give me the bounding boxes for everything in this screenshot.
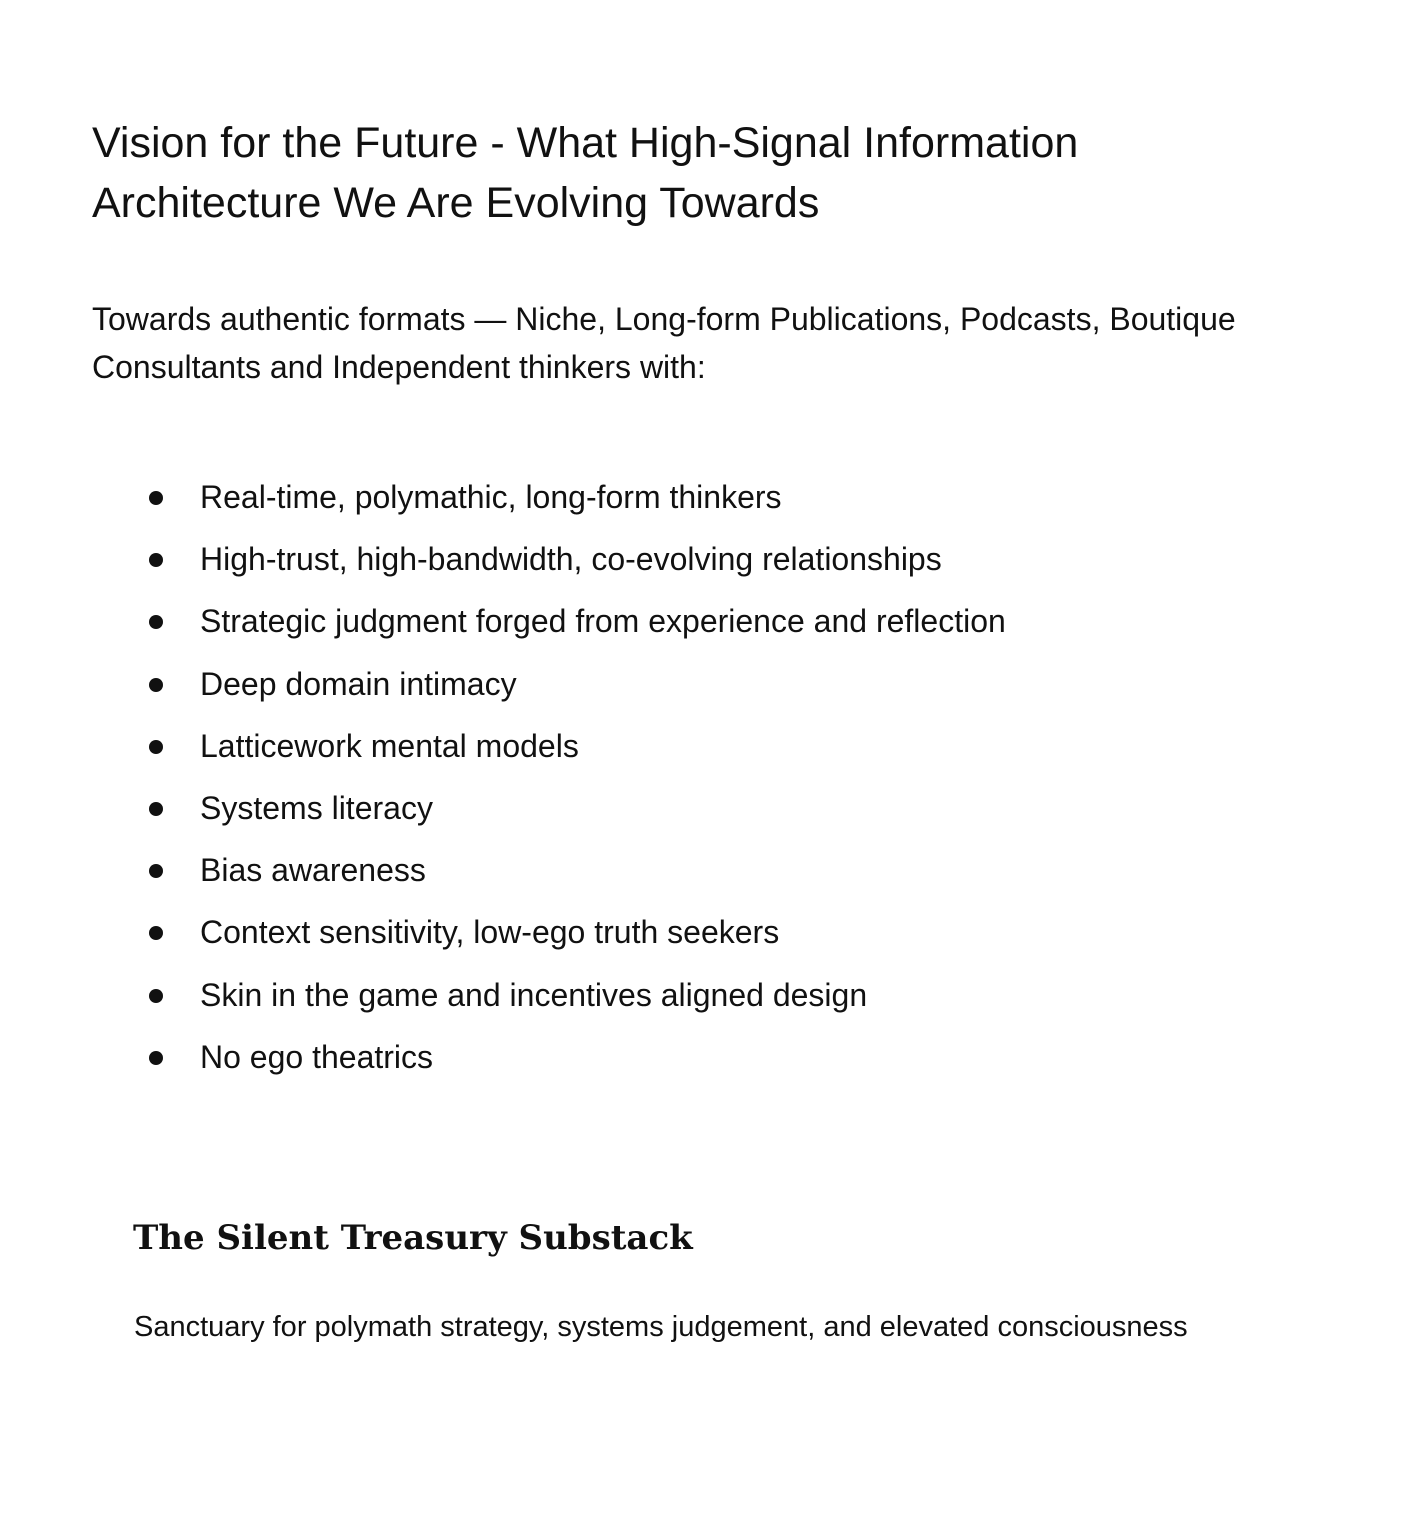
list-item bbox=[0, 907, 1403, 969]
list-item bbox=[0, 534, 1403, 596]
bullet-text: No ego theatrics bbox=[200, 1038, 434, 1075]
bullet-text: Real-time, polymathic, long-form thinkers bbox=[200, 479, 782, 515]
bullet-text: Latticework mental models bbox=[200, 727, 579, 764]
bullet-list bbox=[0, 472, 1403, 1094]
bullet-icon bbox=[149, 989, 163, 1003]
bullet-text: Systems literacy bbox=[200, 789, 433, 826]
publication-name: The Silent Treasury Substack bbox=[133, 1218, 693, 1258]
list-item bbox=[0, 472, 1403, 534]
bullet-text: Skin in the game and incentives aligned design bbox=[200, 976, 868, 1013]
list-item bbox=[0, 1032, 1403, 1094]
bullet-icon bbox=[149, 926, 163, 940]
bullet-icon bbox=[149, 615, 163, 629]
list-item bbox=[0, 970, 1403, 1032]
bullet-text: Bias awareness bbox=[200, 852, 426, 889]
bullet-text: Context sensitivity, low-ego truth seekers bbox=[200, 914, 780, 951]
bullet-text: Deep domain intimacy bbox=[200, 665, 517, 702]
bullet-icon bbox=[149, 491, 163, 505]
list-item bbox=[0, 783, 1403, 845]
intro-paragraph: Towards authentic formats — Niche, Long-form Publications, Podcasts, Boutique Consultants and Independent thinkers with: bbox=[92, 301, 1236, 385]
bullet-icon bbox=[149, 553, 163, 567]
list-item bbox=[0, 596, 1403, 658]
list-item bbox=[0, 659, 1403, 721]
bullet-icon bbox=[149, 1051, 163, 1065]
list-item bbox=[0, 721, 1403, 783]
bullet-icon bbox=[149, 740, 163, 754]
list-item bbox=[0, 845, 1403, 907]
bullet-text: Strategic judgment forged from experience and reflection bbox=[200, 603, 1006, 640]
bullet-icon bbox=[149, 864, 163, 878]
bullet-icon bbox=[149, 802, 163, 816]
publication-tagline: Sanctuary for polymath strategy, systems judgement, and elevated consciousness bbox=[134, 1311, 1188, 1343]
bullet-text: High-trust, high-bandwidth, co-evolving relationships bbox=[200, 541, 942, 578]
document-title: Vision for the Future - What High-Signal Information Architecture We Are Evolving Towards bbox=[92, 119, 1079, 227]
bullet-icon bbox=[149, 678, 163, 692]
